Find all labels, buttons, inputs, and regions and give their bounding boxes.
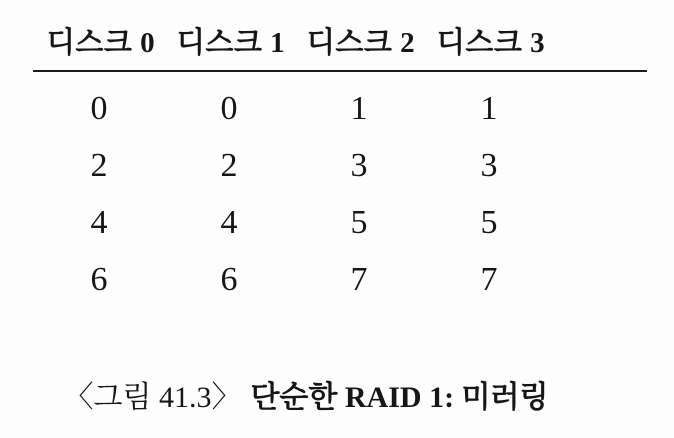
figure-caption-number: 〈그림 41.3〉 <box>63 381 242 414</box>
column-header-disk-2: 디스크 2 <box>306 26 416 59</box>
table-cell: 7 <box>350 260 368 298</box>
table-cell: 3 <box>480 146 498 184</box>
table-cell: 0 <box>220 89 238 127</box>
table-cell: 5 <box>350 203 368 241</box>
table-cell: 3 <box>350 146 368 184</box>
figure-caption <box>0 372 612 416</box>
table-cell: 0 <box>90 89 108 127</box>
table-cell: 4 <box>90 203 108 241</box>
column-header-disk-3: 디스크 3 <box>436 26 546 59</box>
table-cell: 2 <box>220 146 238 184</box>
table-cell: 5 <box>480 203 498 241</box>
table-cell: 1 <box>350 89 368 127</box>
table-header-row <box>36 18 556 62</box>
table-row <box>34 80 554 137</box>
table-row <box>34 251 554 308</box>
table-cell: 6 <box>220 260 238 298</box>
column-header-disk-1: 디스크 1 <box>176 26 286 59</box>
table-body <box>34 80 554 308</box>
table-cell: 7 <box>480 260 498 298</box>
figure-caption-title: 단순한 RAID 1: 미러링 <box>250 381 549 414</box>
table-cell: 6 <box>90 260 108 298</box>
table-row <box>34 137 554 194</box>
header-divider-rule <box>33 70 647 72</box>
table-cell: 1 <box>480 89 498 127</box>
table-cell: 2 <box>90 146 108 184</box>
column-header-disk-0: 디스크 0 <box>46 26 156 59</box>
table-row <box>34 194 554 251</box>
table-cell: 4 <box>220 203 238 241</box>
